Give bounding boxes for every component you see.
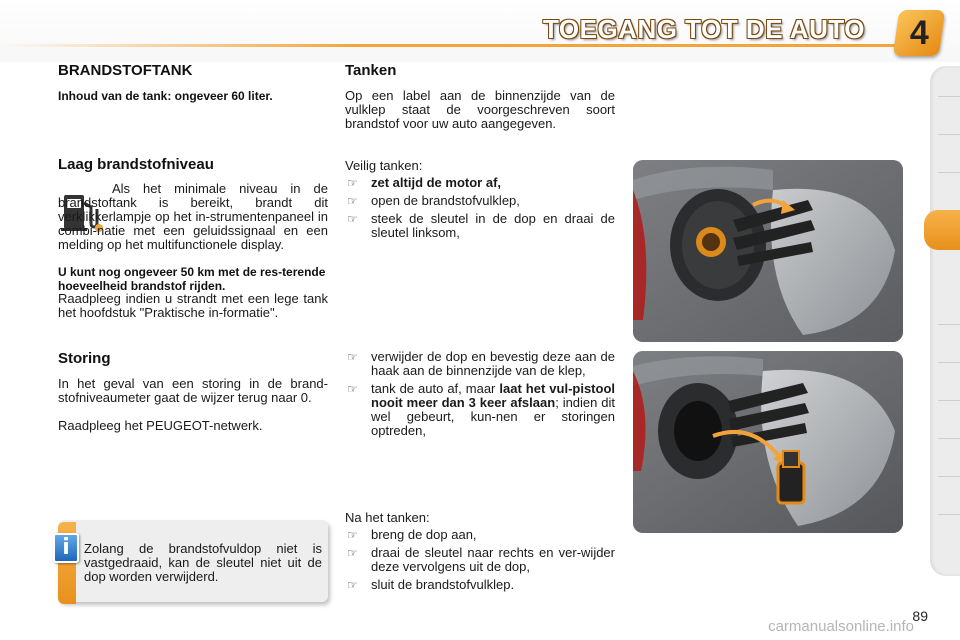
section-heading-fault: Storing	[58, 350, 111, 367]
pointing-finger-icon: ☞	[347, 212, 358, 226]
tab-divider	[938, 96, 960, 97]
tab-divider	[938, 438, 960, 439]
tab-divider	[938, 172, 960, 173]
section-heading-fuel-tank: BRANDSTOFTANK	[58, 62, 193, 79]
pointing-finger-icon: ☞	[347, 176, 358, 190]
page-title: TOEGANG TOT DE AUTO	[542, 14, 865, 44]
list-item: ☞ open de brandstofvulklep,	[347, 193, 520, 208]
active-chapter-tab[interactable]	[924, 210, 960, 250]
fuel-label-note: Op een label aan de binnenzijde van de vulklep staat de voorgeschreven soort brandstof voor uw auto aangegeven.	[345, 88, 615, 131]
refuel-steps-2	[345, 350, 615, 442]
info-icon: i	[53, 533, 79, 563]
fault-network: Raadpleeg het PEUGEOT-netwerk.	[58, 418, 263, 433]
watermark: carmanualsonline.info	[768, 618, 914, 635]
pointing-finger-icon: ☞	[347, 578, 358, 592]
tab-divider	[938, 134, 960, 135]
list-item: ☞ sluit de brandstofvulklep.	[347, 577, 515, 592]
list-item: ☞ verwijder de dop en bevestig deze aan de haak aan de binnenzijde van de klep,	[347, 349, 615, 378]
list-item: ☞ zet altijd de motor af,	[347, 175, 502, 190]
photo-fuel-cap-removed	[633, 351, 903, 533]
refuel-steps-3	[345, 528, 615, 596]
info-text: Zolang de brandstofvuldop niet is vastgedraaid, kan de sleutel niet uit de dop worden verwijderd.	[84, 541, 322, 584]
after-refuel-intro: Na het tanken:	[345, 510, 430, 525]
list-item: ☞ tank de auto af, maar laat het vul-pistool nooit meer dan 3 keer afslaan; indien dit wel gebeurt, kun-nen er storingen optreden,	[347, 381, 616, 438]
section-heading-refuel: Tanken	[345, 62, 397, 79]
safe-refuel-intro: Veilig tanken:	[345, 158, 423, 173]
chapter-tabs	[930, 66, 960, 576]
low-level-advice: Raadpleeg indien u strandt met een lege tank het hoofdstuk "Praktische in-formatie".	[58, 291, 328, 320]
list-item: ☞ draai de sleutel naar rechts en ver-wijder deze vervolgens uit de dop,	[347, 545, 615, 574]
tab-divider	[938, 476, 960, 477]
fault-description: In het geval van een storing in de brand-stofniveaumeter gaat de wijzer terug naar 0.	[58, 376, 328, 405]
page-number: 89	[912, 608, 928, 624]
low-level-warning: U kunt nog ongeveer 50 km met de res-terende hoeveelheid brandstof rijden.	[58, 265, 326, 293]
tab-divider	[938, 324, 960, 325]
section-heading-low-level: Laag brandstofniveau	[58, 156, 214, 173]
list-item: ☞ breng de dop aan,	[347, 527, 477, 542]
chapter-badge	[893, 10, 945, 56]
pointing-finger-icon: ☞	[347, 350, 358, 364]
photo-fuel-cap-open	[633, 160, 903, 342]
pointing-finger-icon: ☞	[347, 194, 358, 208]
tab-divider	[938, 362, 960, 363]
tab-divider	[938, 514, 960, 515]
pointing-finger-icon: ☞	[347, 382, 358, 396]
chapter-number: 4	[909, 13, 929, 52]
pointing-finger-icon: ☞	[347, 528, 358, 542]
low-level-description: Als het minimale niveau in de brandstoftank is bereikt, brandt dit verklikkerlampje op het in-strumentenpaneel in combi-natie met een geluidssignaal en een melding op het multifunctionele display.	[58, 181, 328, 252]
refuel-steps-1	[345, 176, 615, 244]
tab-divider	[938, 400, 960, 401]
pointing-finger-icon: ☞	[347, 546, 358, 560]
tank-capacity: Inhoud van de tank: ongeveer 60 liter.	[58, 89, 273, 103]
list-item: ☞ steek de sleutel in de dop en draai de sleutel linksom,	[347, 211, 615, 240]
